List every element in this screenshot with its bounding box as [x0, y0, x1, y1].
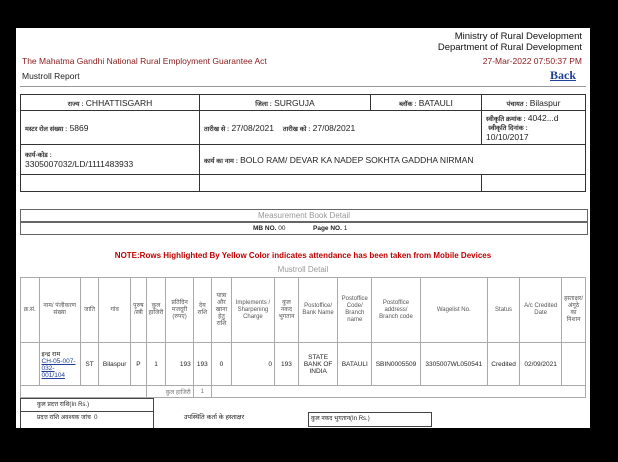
paid-check-value: 0	[94, 415, 98, 421]
col-header: Wagelist No.	[420, 278, 487, 343]
ministry-header	[438, 31, 582, 53]
state-value: CHHATTISGARH	[85, 97, 153, 108]
col-header: यात्रा और खाना हेतु राशि	[212, 278, 232, 343]
page-number: 1	[343, 225, 348, 232]
cell-signature	[562, 343, 586, 386]
total-paid-label: कुल प्रदत्त राशि(In Rs.)	[21, 399, 153, 412]
cell-attendance: 1	[146, 343, 166, 386]
paid-amount-box	[20, 398, 154, 428]
cell-caste: ST	[80, 343, 98, 386]
report-page	[16, 28, 590, 428]
cell-travel: 0	[212, 343, 232, 386]
table-row	[21, 343, 586, 386]
cell-credited-date: 02/09/2021	[520, 343, 562, 386]
measurement-book-row: MB NO. 00 Page NO. 1	[20, 222, 588, 235]
col-header: नाम/ पंजीकरण संख्या	[39, 278, 80, 343]
district-value: SURGUJA	[274, 97, 315, 108]
timestamp: 27-Mar-2022 07:50:37 PM	[482, 56, 582, 66]
job-card-link[interactable]: CH-05-007-032-001/104	[41, 358, 76, 379]
col-header: Implements / Sharpening Charge	[231, 278, 274, 343]
col-header: Postoffice/ Bank Name	[299, 278, 338, 343]
cell-bank: STATE BANK OF INDIA	[299, 343, 338, 386]
cell-branch: BATAULI	[338, 343, 372, 386]
sanction-number: 4042...d	[527, 113, 559, 123]
cell-amount-due: 193	[193, 343, 211, 386]
panchayat-value: Bilaspur	[529, 97, 561, 108]
block-value: BATAULI	[418, 97, 453, 108]
mobile-attendance-note: NOTE:Rows Highlighted By Yellow Color indicates attendance has been taken from Mobile Devices	[114, 251, 492, 260]
paid-check-label: प्रदत्त राशि अवश्यक जांच	[37, 415, 91, 421]
col-header: हस्ताक्षर/ अंगूठे का निशान	[562, 278, 586, 343]
col-header: Status	[487, 278, 519, 343]
cell-wagelist: 3305007WL050541	[420, 343, 487, 386]
cell-gender: P	[131, 343, 146, 386]
cell-status: Credited	[487, 343, 519, 386]
mustroll-detail-table	[20, 277, 586, 398]
date-to: 27/08/2021	[312, 122, 356, 133]
muster-roll-number: 5869	[69, 122, 89, 133]
header-divider	[20, 86, 586, 87]
cell-village: Bilaspur	[99, 343, 131, 386]
work-name: BOLO RAM/ DEVAR KA NADEP SOKHTA GADDHA NIRMAN	[240, 154, 474, 165]
back-link[interactable]: Back	[549, 68, 576, 82]
cell-sno	[21, 343, 40, 386]
mustroll-detail-title: Mustroll Detail	[277, 265, 329, 274]
total-row	[21, 386, 586, 398]
measurement-book-title: Measurement Book Detail	[20, 209, 588, 222]
cell-daily-wage: 193	[166, 343, 193, 386]
total-attendance-value: 1	[193, 386, 211, 398]
col-header: प्रतिदिन मजदूरी (रुपए)	[166, 278, 193, 343]
mb-number: 00	[278, 225, 286, 232]
date-from: 27/08/2021	[231, 122, 274, 133]
ministry-name: Ministry of Rural Development	[454, 31, 582, 42]
cell-implements: 0	[231, 343, 274, 386]
act-title: The Mahatma Gandhi National Rural Employment Guarantee Act	[22, 56, 267, 66]
total-cash-paid-label: कुल नकद भुगतान(In Rs.)	[308, 412, 432, 427]
attendance-taker-signature: उपस्थिति कर्ता के हस्ताक्षर	[183, 414, 245, 421]
col-header: देय राशि	[193, 278, 211, 343]
table-header-row	[21, 278, 586, 343]
col-header: कुल हाजिरी	[146, 278, 166, 343]
worker-name: इन्द्र राम	[41, 351, 61, 358]
department-name: Department of Rural Development	[437, 42, 582, 53]
sanction-date: 10/10/2017	[486, 132, 529, 142]
total-attendance-label: कुल हाजिरी	[146, 386, 193, 398]
col-header: Postoffice address/ Branch code	[372, 278, 420, 343]
col-header: A/c Credited Date	[520, 278, 562, 343]
col-header: गांव	[99, 278, 131, 343]
cell-branch-code: SBIN0005509	[372, 343, 420, 386]
cell-total-cash: 193	[274, 343, 298, 386]
col-header: Postoffice Code/ Branch name	[338, 278, 372, 343]
col-header: पुरुष /स्त्री	[131, 278, 146, 343]
col-header: क्र.सं.	[21, 278, 40, 343]
col-header: जाति	[80, 278, 98, 343]
work-code: 3305007032/LD/1111483933	[25, 159, 134, 169]
mustroll-info-table: राज्य : CHHATTISGARH जिला : SURGUJA ब्लॉक : BATAULI पंचायत : Bilaspur मस्टर रोल संख्या : 5869 तारीख से : 27/08/2021 तारीख को : 27/08/2021 स्वीकृति क्रमांक : 4042...d स्वीकृति दिनांक : 10/10/2017 कार्य-कोड : 3305007032/LD/1111483933 कार्य का नाम : BOLO RAM/ DEVAR KA NADEP SOKHTA GADDHA NIRMAN	[20, 94, 586, 192]
report-title: Mustroll Report	[22, 71, 80, 81]
col-header: कुल नकद भुगतान	[274, 278, 298, 343]
